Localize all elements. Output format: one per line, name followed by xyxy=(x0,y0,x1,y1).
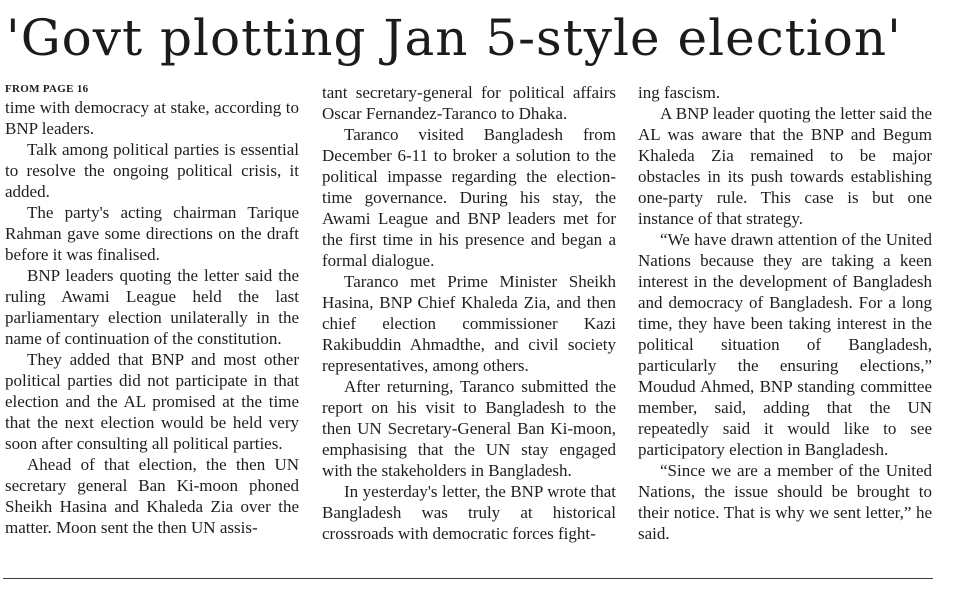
from-page-label: FROM PAGE 16 xyxy=(5,83,89,95)
paragraph: Talk among political parties is essential to resolve the ongoing political crisis, it added. xyxy=(5,140,299,201)
paragraph: BNP leaders quoting the letter said the ruling Awami League held the last parliamentary election unilaterally in the name of continuation of the constitution. xyxy=(5,266,299,348)
paragraph: tant secretary-general for political affairs Oscar Fernandez-Taranco to Dhaka. xyxy=(322,83,616,123)
paragraph: A BNP leader quoting the letter said the AL was aware that the BNP and Begum Khaleda Zia remained to be major obstacles in its push towards establishing one-party rule. This case is but one instance of that strategy. xyxy=(638,104,932,228)
bottom-rule xyxy=(3,578,933,579)
paragraph: Taranco met Prime Minister Sheikh Hasina, BNP Chief Khaleda Zia, and then chief election commissioner Kazi Rakibuddin Ahmadthe, and civil society representatives, among others. xyxy=(322,272,616,375)
headline: 'Govt plotting Jan 5-style election' xyxy=(6,9,902,67)
article-column-1 xyxy=(5,82,299,538)
paragraph: They added that BNP and most other political parties did not participate in that election and the AL promised at the time that the next election would be held very soon after consulting all political parties. xyxy=(5,350,299,453)
article-column-2 xyxy=(322,82,616,544)
paragraph: In yesterday's letter, the BNP wrote that Bangladesh was truly at historical crossroads with democratic forces fight- xyxy=(322,482,616,543)
article-column-3 xyxy=(638,82,932,544)
paragraph: The party's acting chairman Tarique Rahman gave some directions on the draft before it was finalised. xyxy=(5,203,299,264)
paragraph: Taranco visited Bangladesh from December 6-11 to broker a solution to the political impasse regarding the election-time governance. During his stay, the Awami League and BNP leaders met for the first time in his presence and began a formal dialogue. xyxy=(322,125,616,270)
paragraph: ing fascism. xyxy=(638,83,721,102)
paragraph: Ahead of that election, the then UN secretary general Ban Ki-moon phoned Sheikh Hasina and Khaleda Zia over the matter. Moon sent the then UN assis- xyxy=(5,455,299,537)
paragraph: “Since we are a member of the United Nations, the issue should be brought to their notice. That is why we sent letter,” he said. xyxy=(638,461,932,543)
paragraph: After returning, Taranco submitted the report on his visit to Bangladesh to the then UN Secretary-General Ban Ki-moon, emphasising that the UN stay engaged with the stakeholders in Bangladesh. xyxy=(322,377,616,480)
paragraph: time with democracy at stake, according to BNP leaders. xyxy=(5,98,299,138)
paragraph: “We have drawn attention of the United Nations because they are taking a keen interest in the development of Bangladesh and democracy of Bangladesh. For a long time, they have been taking interest in the political situation of Bangladesh, particularly the ensuring elections,” Moudud Ahmed, BNP standing committee member, said, adding that the UN repeatedly said it would like to see participatory election in Bangladesh. xyxy=(638,230,932,459)
